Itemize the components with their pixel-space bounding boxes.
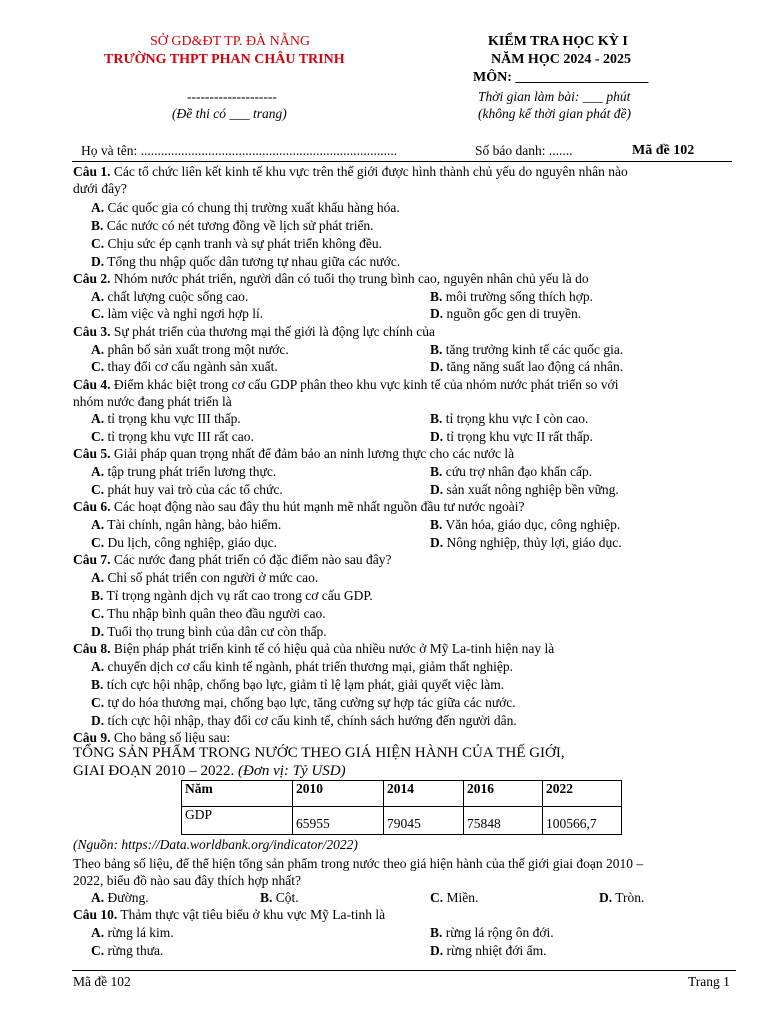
footer-exam-code: Mã đề 102	[73, 974, 131, 989]
option-9d: D. Tròn.	[599, 890, 645, 905]
table-header-row	[182, 781, 622, 807]
data-source: (Nguồn: https://Data.worldbank.org/indicator/2022)	[73, 837, 358, 852]
option-3a: A. phân bố sản xuất trong một nước.	[91, 342, 289, 357]
option-7c: C. Thu nhập bình quân theo đầu người cao.	[91, 606, 326, 621]
option-8b: B. tích cực hội nhập, chống bạo lực, giảm tỉ lệ lạm phát, giải quyết việc làm.	[91, 677, 505, 692]
option-9b: B. Cột.	[260, 890, 299, 905]
page-number: Trang 1	[688, 974, 730, 989]
table-cell: 65955	[293, 807, 384, 835]
school-name: TRƯỜNG THPT PHAN CHÂU TRINH	[104, 52, 345, 67]
question-4: Câu 4. Điểm khác biệt trong cơ cấu GDP phân theo khu vực kinh tế của nhóm nước phát triển so với	[73, 377, 619, 392]
option-6c: C. Du lịch, công nghiệp, giáo dục.	[91, 535, 277, 550]
option-1a: A. Các quốc gia có chung thị trường xuất khẩu hàng hóa.	[91, 200, 400, 215]
option-1d: D. Tổng thu nhập quốc dân tương tự nhau giữa các nước.	[91, 254, 401, 269]
table-row	[182, 807, 622, 835]
option-10c: C. rừng thưa.	[91, 943, 164, 958]
time-note: (không kể thời gian phát đề)	[478, 106, 632, 121]
question-9: Câu 9. Cho bảng số liệu sau:	[73, 730, 231, 745]
option-4a: A. tỉ trọng khu vực III thấp.	[91, 411, 241, 426]
option-10a: A. rừng lá kim.	[91, 925, 174, 940]
pages-note: (Đề thi có ___ trang)	[172, 106, 287, 121]
option-3b: B. tăng trưởng kinh tế các quốc gia.	[430, 342, 624, 357]
option-10d: D. rừng nhiệt đới ẩm.	[430, 943, 547, 958]
question-6: Câu 6. Các hoạt động nào sau đây thu hút mạnh mẽ nhất nguồn đầu tư nước ngoài?	[73, 499, 525, 514]
gdp-table	[181, 780, 622, 835]
option-7b: B. Tỉ trọng ngành dịch vụ rất cao trong cơ cấu GDP.	[91, 588, 373, 603]
option-7a: A. Chỉ số phát triển con người ở mức cao.	[91, 570, 319, 585]
option-9a: A. Đường.	[91, 890, 149, 905]
table-cell: 79045	[384, 807, 464, 835]
footer-divider	[72, 970, 736, 971]
option-5b: B. cứu trợ nhân đạo khẩn cấp.	[430, 464, 593, 479]
exam-code: Mã đề 102	[632, 143, 695, 158]
question-5: Câu 5. Giải pháp quan trọng nhất để đảm bảo an ninh lương thực cho các nước là	[73, 446, 515, 461]
question-1-cont: dưới đây?	[73, 181, 127, 196]
header-dashes: --------------------	[187, 89, 277, 104]
option-7d: D. Tuổi thọ trung bình của dân cư còn thấp.	[91, 624, 327, 639]
table-header-cell: 2010	[293, 781, 384, 807]
option-3c: C. thay đổi cơ cấu ngành sản xuất.	[91, 359, 278, 374]
option-8c: C. tự do hóa thương mại, chống bạo lực, tăng cường sự hợp tác giữa các nước.	[91, 695, 516, 710]
table-header-cell: Năm	[182, 781, 293, 807]
option-4d: D. tỉ trọng khu vực II rất thấp.	[430, 429, 593, 444]
option-6a: A. Tài chính, ngân hàng, bảo hiểm.	[91, 517, 282, 532]
time-limit: Thời gian làm bài: ___ phút	[478, 89, 631, 104]
option-4c: C. tỉ trọng khu vực III rất cao.	[91, 429, 254, 444]
option-9c: C. Miền.	[430, 890, 479, 905]
option-2b: B. môi trường sống thích hợp.	[430, 289, 593, 304]
question-9-prompt: Theo bảng số liệu, để thể hiện tổng sản phẩm trong nước theo giá hiện hành của thế giới giai đoạn 2010 –	[73, 856, 644, 871]
table-title-line1: TỔNG SẢN PHẨM TRONG NƯỚC THEO GIÁ HIỆN HÀNH CỦA THẾ GIỚI,	[73, 745, 565, 761]
table-header-cell: 2016	[464, 781, 543, 807]
question-2: Câu 2. Nhóm nước phát triển, người dân có tuổi thọ trung bình cao, nguyên nhân chủ yếu là do	[73, 271, 589, 286]
option-8a: A. chuyển dịch cơ cấu kinh tế ngành, phát triển thương mại, giảm thất nghiệp.	[91, 659, 513, 674]
table-header-cell: 2022	[543, 781, 622, 807]
question-9-prompt-cont: 2022, biểu đồ nào sau đây thích hợp nhất?	[73, 873, 301, 888]
table-cell: 75848	[464, 807, 543, 835]
option-2a: A. chất lượng cuộc sống cao.	[91, 289, 249, 304]
department-name: SỞ GD&ĐT TP. ĐÀ NẴNG	[150, 34, 311, 49]
option-1b: B. Các nước có nét tương đồng về lịch sử phát triển.	[91, 218, 374, 233]
student-name-line: Họ và tên: ............................................................................	[81, 143, 398, 158]
option-1c: C. Chịu sức ép cạnh tranh và sự phát triển không đều.	[91, 236, 382, 251]
option-8d: D. tích cực hội nhập, thay đổi cơ cấu kinh tế, chính sách hướng đến người dân.	[91, 713, 517, 728]
option-5a: A. tập trung phát triển lương thực.	[91, 464, 277, 479]
question-3: Câu 3. Sự phát triển của thương mại thế giới là động lực chính của	[73, 324, 436, 339]
option-10b: B. rừng lá rộng ôn đới.	[430, 925, 554, 940]
table-cell: 100566,7	[543, 807, 622, 835]
header-divider	[72, 161, 732, 162]
question-10: Câu 10. Thảm thực vật tiêu biểu ở khu vực Mỹ La-tinh là	[73, 907, 386, 922]
option-6d: D. Nông nghiệp, thủy lợi, giáo dục.	[430, 535, 622, 550]
option-5d: D. sản xuất nông nghiệp bền vững.	[430, 482, 619, 497]
option-3d: D. tăng năng suất lao động cá nhân.	[430, 359, 624, 374]
school-year: NĂM HỌC 2024 - 2025	[491, 52, 631, 67]
option-2c: C. làm việc và nghỉ ngơi hợp lí.	[91, 306, 264, 321]
question-1: Câu 1. Các tổ chức liên kết kinh tế khu vực trên thế giới được hình thành chủ yếu do nguyên nhân nào	[73, 164, 628, 179]
table-cell: GDP	[182, 807, 293, 835]
option-6b: B. Văn hóa, giáo dục, công nghiệp.	[430, 517, 621, 532]
question-8: Câu 8. Biện pháp phát triển kinh tế có hiệu quả của nhiều nước ở Mỹ La-tinh hiện nay là	[73, 641, 555, 656]
table-header-cell: 2014	[384, 781, 464, 807]
option-4b: B. tỉ trọng khu vực I còn cao.	[430, 411, 589, 426]
student-id-line: Số báo danh: .......	[475, 143, 573, 158]
subject-line: MÔN: ___________________	[473, 70, 649, 85]
exam-title: KIỂM TRA HỌC KỲ I	[488, 34, 628, 49]
option-2d: D. nguồn gốc gen di truyền.	[430, 306, 582, 321]
question-4-cont: nhóm nước đang phát triển là	[73, 394, 232, 409]
table-title-line2: GIAI ĐOẠN 2010 – 2022. (Đơn vị: Tỷ USD)	[73, 763, 346, 779]
option-5c: C. phát huy vai trò của các tổ chức.	[91, 482, 283, 497]
question-7: Câu 7. Các nước đang phát triển có đặc điểm nào sau đây?	[73, 552, 392, 567]
